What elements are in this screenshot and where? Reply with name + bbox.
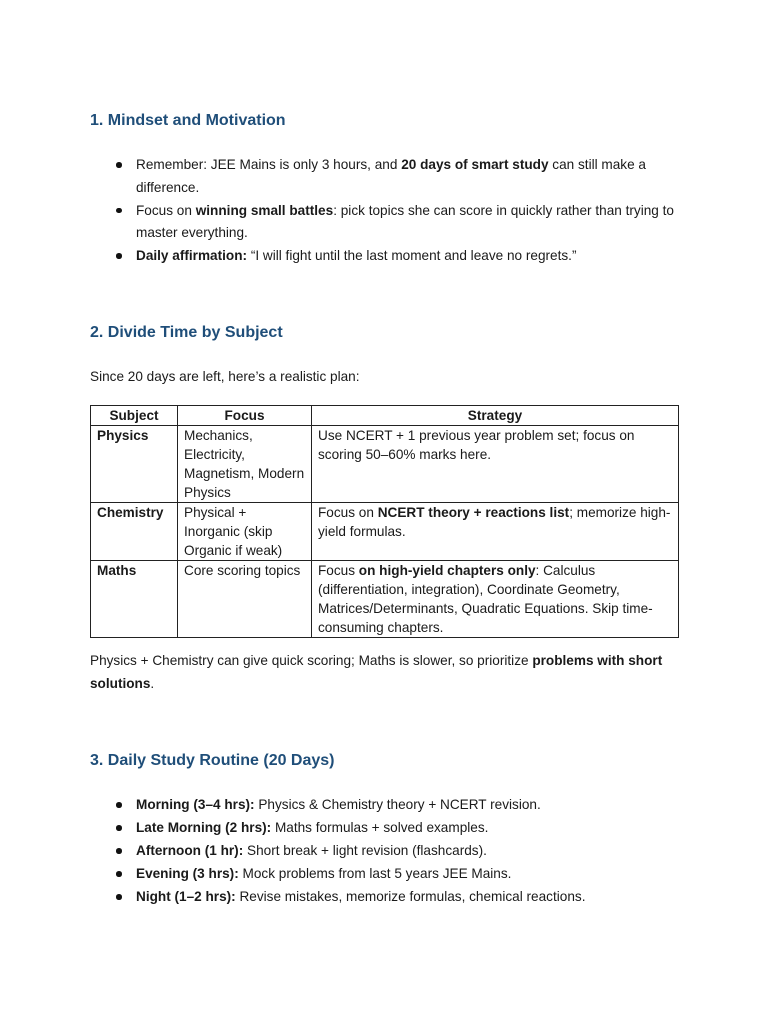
table-cell-strategy: Focus on high-yield chapters only: Calculus (differentiation, integration), Coordinate Geometry, Matrices/Determinants, Quadratic Equations. Skip time-consuming chapters. — [312, 561, 679, 638]
table-cell-focus: Core scoring topics — [178, 561, 312, 638]
bold-text: Late Morning (2 hrs): — [136, 820, 272, 835]
list-item: Daily affirmation: “I will fight until the last moment and leave no regrets.” — [90, 245, 680, 268]
table-cell-subject: Chemistry — [91, 503, 178, 561]
routine-bullet-list — [90, 794, 680, 909]
bold-text: Daily affirmation: — [136, 248, 248, 263]
section-heading-divide-time: 2. Divide Time by Subject — [90, 324, 283, 341]
table-row — [91, 503, 679, 561]
table-row — [91, 561, 679, 638]
list-item: Morning (3–4 hrs): Physics & Chemistry theory + NCERT revision. — [90, 794, 680, 817]
table-header-strategy: Strategy — [312, 406, 679, 426]
bold-text: Night (1–2 hrs): — [136, 889, 236, 904]
list-item: Afternoon (1 hr): Short break + light revision (flashcards). — [90, 840, 680, 863]
bold-text: Evening (3 hrs): — [136, 866, 239, 881]
table-header-focus: Focus — [178, 406, 312, 426]
plan-outro-text: Physics + Chemistry can give quick scoring; Maths is slower, so prioritize problems with short solutions. — [90, 653, 663, 691]
mindset-bullet-list — [90, 154, 680, 268]
table-cell-strategy: Use NCERT + 1 previous year problem set; focus on scoring 50–60% marks here. — [312, 426, 679, 503]
bold-text: on high-yield chapters only — [358, 563, 536, 578]
list-item: Focus on winning small battles: pick topics she can score in quickly rather than trying to master everything. — [90, 200, 680, 245]
table-header-subject: Subject — [91, 406, 178, 426]
table-header-row — [91, 406, 679, 426]
table-cell-strategy: Focus on NCERT theory + reactions list; memorize high-yield formulas. — [312, 503, 679, 561]
bold-text: problems with short solutions — [90, 653, 663, 691]
table-cell-subject: Physics — [91, 426, 178, 503]
table-cell-subject: Maths — [91, 561, 178, 638]
bold-text: Morning (3–4 hrs): — [136, 797, 255, 812]
section-heading-daily-routine: 3. Daily Study Routine (20 Days) — [90, 752, 335, 769]
bold-text: Afternoon (1 hr): — [136, 843, 244, 858]
bold-text: 20 days of smart study — [401, 157, 549, 172]
list-item: Remember: JEE Mains is only 3 hours, and 20 days of smart study can still make a difference. — [90, 154, 680, 199]
table-row — [91, 426, 679, 503]
table-cell-focus: Mechanics, Electricity, Magnetism, Modern Physics — [178, 426, 312, 503]
list-item: Night (1–2 hrs): Revise mistakes, memorize formulas, chemical reactions. — [90, 886, 680, 909]
subject-plan-table — [90, 405, 679, 638]
table-cell-focus: Physical + Inorganic (skip Organic if weak) — [178, 503, 312, 561]
plan-intro-text: Since 20 days are left, here’s a realistic plan: — [90, 369, 360, 384]
bold-text: winning small battles — [195, 202, 334, 218]
bold-text: NCERT theory + reactions list — [377, 505, 570, 520]
section-heading-mindset: 1. Mindset and Motivation — [90, 112, 286, 129]
list-item: Evening (3 hrs): Mock problems from last 5 years JEE Mains. — [90, 863, 680, 886]
list-item: Late Morning (2 hrs): Maths formulas + solved examples. — [90, 817, 680, 840]
